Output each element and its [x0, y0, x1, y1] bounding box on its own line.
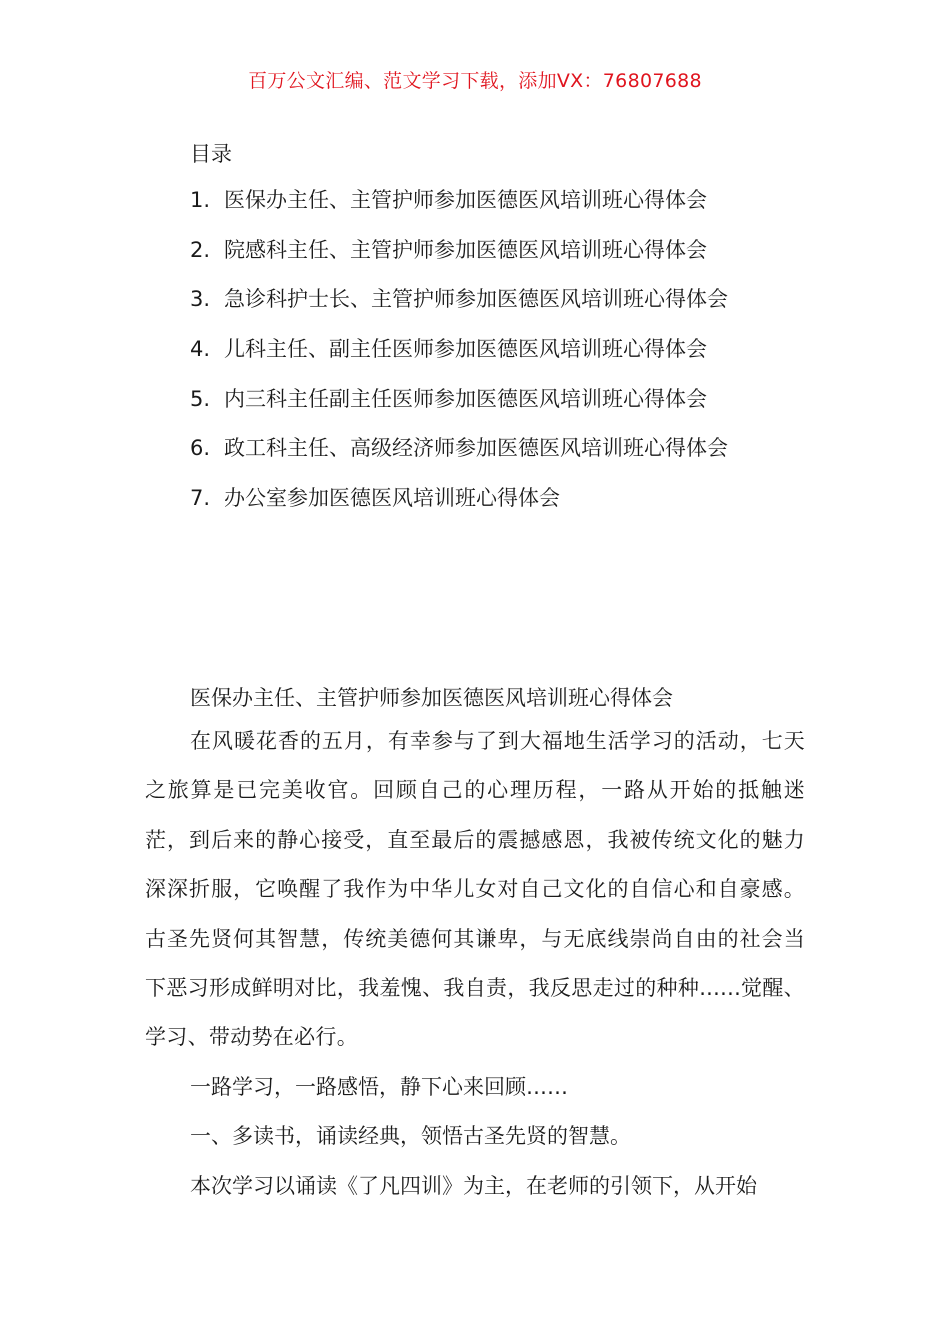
toc-item-number: 7.	[190, 486, 211, 511]
toc-item-number: 1.	[190, 188, 211, 212]
toc-item-text: 内三科主任副主任医师参加医德医风培训班心得体会	[224, 386, 707, 411]
toc-item	[190, 236, 728, 286]
article-title: 医保办主任、主管护师参加医德医风培训班心得体会	[190, 686, 673, 710]
article-paragraph: 在风暖花香的五月，有幸参与了到大福地生活学习的活动，七天之旅算是已完美收官。回顾自己的心理历程，一路从开始的抵触迷茫，到后来的静心接受，直至最后的震撼感恩，我被传统文化的魅力深深折服，它唤醒了我作为中华儿女对自己文化的自信心和自豪感。古圣先贤何其智慧，传统美德何其谦卑，与无底线崇尚自由的社会当下恶习形成鲜明对比，我羞愧、我自责，我反思走过的种种......觉醒、学习、带动势在必行。	[145, 729, 805, 1050]
toc-item	[190, 335, 728, 385]
toc-item	[190, 186, 728, 236]
toc-item-text: 院感科主任、主管护师参加医德医风培训班心得体会	[224, 237, 707, 262]
toc-item-text: 儿科主任、副主任医师参加医德医风培训班心得体会	[224, 337, 707, 362]
article-paragraph: 一、多读书，诵读经典，领悟古圣先贤的智慧。	[190, 1124, 631, 1149]
table-of-contents	[190, 186, 728, 534]
toc-item-text: 医保办主任、主管护师参加医德医风培训班心得体会	[224, 188, 707, 212]
toc-item-text: 政工科主任、高级经济师参加医德医风培训班心得体会	[224, 436, 728, 461]
article	[145, 683, 805, 1211]
toc-item	[190, 434, 728, 484]
toc-item-number: 5.	[190, 386, 211, 411]
toc-item-number: 3.	[190, 287, 211, 312]
header-banner: 百万公文汇编、范文学习下载，添加VX：76807688	[248, 70, 702, 92]
toc-item	[190, 285, 728, 335]
toc-item	[190, 385, 728, 435]
toc-item-number: 4.	[190, 337, 211, 362]
article-paragraph: 本次学习以诵读《了凡四训》为主，在老师的引领下，从开始	[190, 1173, 757, 1198]
toc-item-number: 2.	[190, 237, 211, 262]
toc-item-text: 急诊科护士长、主管护师参加医德医风培训班心得体会	[224, 287, 728, 312]
toc-title: 目录	[190, 142, 232, 166]
toc-item-number: 6.	[190, 436, 211, 461]
article-paragraph: 一路学习，一路感悟，静下心来回顾……	[190, 1074, 568, 1099]
toc-item-text: 办公室参加医德医风培训班心得体会	[224, 486, 560, 511]
toc-item	[190, 484, 728, 534]
